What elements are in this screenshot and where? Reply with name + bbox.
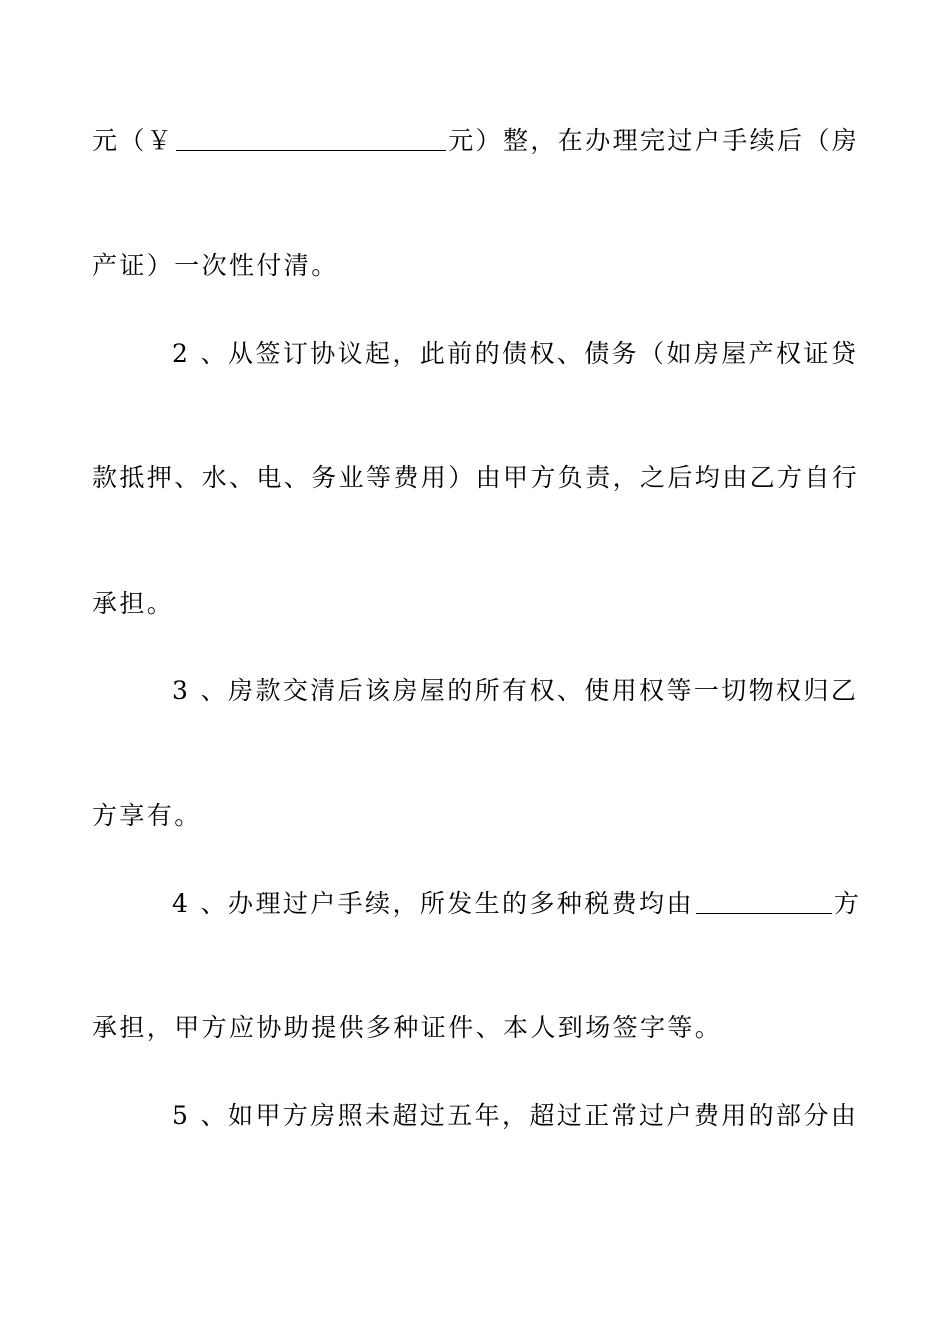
- document-line: 承担，甲方应协助提供多种证件、本人到场签字等。: [92, 1013, 723, 1042]
- clause-5-line: 5 、如甲方房照未超过五年，超过正常过户费用的部分由: [172, 1101, 859, 1130]
- document-line: 承担。: [92, 589, 175, 618]
- clause-4-line: [172, 887, 862, 920]
- clause-3-line: 3 、房款交清后该房屋的所有权、使用权等一切物权归乙: [172, 676, 859, 705]
- line-text: 元）整，在办理完过户手续后（房: [448, 126, 860, 155]
- line-text: 元（￥: [92, 126, 175, 155]
- tax-party-blank-field[interactable]: [696, 887, 832, 914]
- line-text: 4 、办理过户手续，所发生的多种税费均由: [172, 889, 694, 918]
- payment-amount-line: [92, 124, 858, 157]
- document-line: 产证）一次性付清。: [92, 251, 339, 280]
- document-line: 款抵押、水、电、务业等费用）由甲方负责，之后均由乙方自行: [92, 463, 860, 492]
- line-text: 方: [833, 889, 862, 918]
- clause-2-line: 2 、从签订协议起，此前的债权、债务（如房屋产权证贷: [172, 339, 859, 368]
- amount-blank-field[interactable]: [176, 124, 446, 151]
- document-line: 方享有。: [92, 801, 202, 830]
